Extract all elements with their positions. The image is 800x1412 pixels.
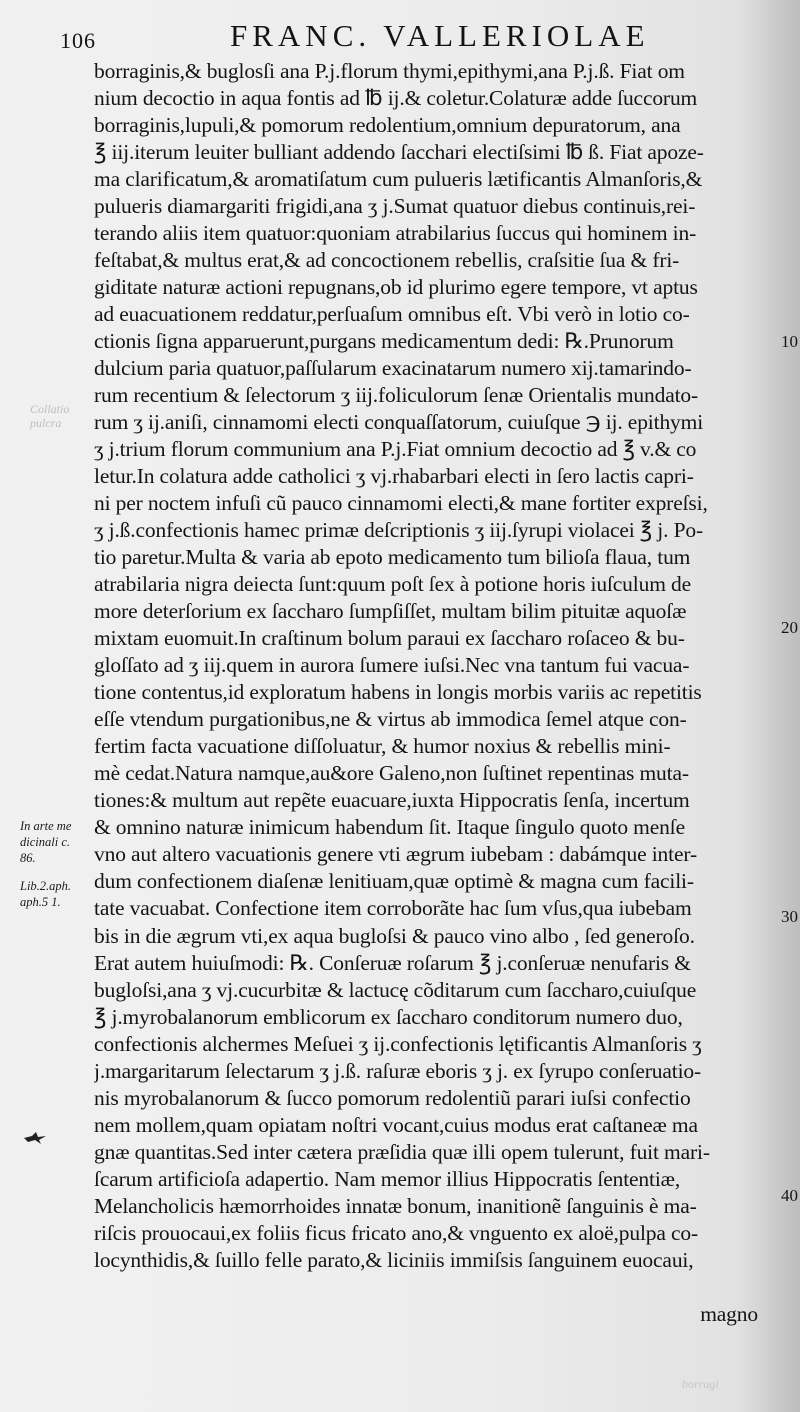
text-line: tione contentus,id exploratum habens in longis morbis variis ac repetitis (94, 680, 702, 705)
text-line: letur.In colatura adde catholici ʒ vj.rhabarbari electi in ſero lactis capri- (94, 464, 694, 489)
catchword: magno (700, 1301, 758, 1326)
text-line (94, 1274, 764, 1301)
body-text (94, 58, 764, 1328)
text-line: rum ʒ ij.aniſi, cinnamomi electi conquaſſatorum, cuiuſque ℈ ij. epithymi (94, 410, 704, 435)
faint-note-line: pulcra (30, 416, 62, 430)
faint-bleed-through-text: borragi (682, 1377, 719, 1391)
text-line: bugloſsi,ana ʒ vj.cucurbitæ & lactucę cõditarum cum ſaccharo,cuiuſque (94, 977, 697, 1002)
text-line: borraginis,& buglosſi ana P.j.florum thymi,epithymi,ana P.j.ß. Fiat om (94, 59, 685, 83)
text-line: riſcis prouocaui,ex foliis ficus fricato ano,& vnguento ex aloë,pulpa co- (94, 1220, 698, 1245)
text-line: nis myrobalanorum & ſucco pomorum redolentiũ parari iuſsi confectio (94, 1085, 691, 1110)
marginal-note (20, 818, 96, 866)
text-line: ad euacuationem reddatur,perſuaſum omnibus eſt. Vbi verò in lotio co- (94, 302, 690, 327)
text-line: Melancholicis hæmorrhoides innatæ bonum, inanitionẽ ſanguinis è ma- (94, 1193, 697, 1218)
text-line: Erat autem huiuſmodi: ℞. Conſeruæ roſarum ℥ j.conſeruæ nenufaris & (94, 950, 691, 975)
marginal-note-line: Lib.2.aph. (20, 879, 72, 893)
marginal-note-line: dicinali c. (20, 835, 70, 849)
marginal-note-line: 86. (20, 851, 36, 865)
text-line: mè cedat.Natura namque,au&ore Galeno,non ſuſtinet repentinas muta- (94, 761, 689, 786)
line-number: 40 (781, 1186, 798, 1205)
text-line: ni per noctem infuſi cũ pauco cinnamomi electi,& mane fortiter expreſsi, (94, 491, 708, 516)
text-line: giditate naturæ actioni repugnans,ob id plurimo egere tempore, vt aptus (94, 275, 698, 300)
text-line: nem mollem,quam opiatam noſtri vocant,cuius modus erat caſtaneæ ma (94, 1112, 698, 1137)
text-line: ſcarum artificioſa adapertio. Nam memor illius Hippocratis ſententiæ, (94, 1166, 681, 1191)
line-number: 10 (781, 332, 798, 351)
running-head: FRANC. VALLERIOLAE (230, 18, 650, 53)
text-line: tate vacuabat. Confectione item corroborãte hac ſum vſus,qua iubebam (94, 896, 692, 921)
text-line: locynthidis,& ſuillo felle parato,& liciniis immiſsis ſanguinem euocaui, (94, 1247, 694, 1272)
text-line: fertim facta vacuatione diſſoluatur, & humor noxius & rebellis mini- (94, 734, 671, 759)
marginal-note (20, 878, 96, 910)
text-line: & omnino naturæ inimicum habendum ſit. Itaque ſingulo quoto menſe (94, 815, 685, 840)
text-line: rum recentium & ſelectorum ʒ iij.foliculorum ſenæ Orientalis mundato- (94, 383, 699, 408)
text-line: feſtabat,& multus erat,& ad concoctionem rebellis, craſsitie ſua & fri- (94, 248, 680, 273)
text-line: eſſe vtendum purgationibus,ne & virtus ab immodica ſemel atque con- (94, 707, 687, 732)
faint-note-line: Collatio (30, 402, 70, 416)
text-line: tio paretur.Multa & varia ab epoto medicamento tum bilioſa flaua, tum (94, 545, 691, 570)
text-line: pulueris diamargariti frigidi,ana ʒ j.Sumat quatuor diebus continuis,rei- (94, 194, 696, 219)
text-line: tiones:& multum aut repẽte euacuare,iuxta Hippocratis ſenſa, incertum (94, 788, 690, 813)
page-header (60, 18, 740, 54)
text-line: dum confectionem diaſenæ lenitiuam,quæ optimè & magna cum facili- (94, 869, 694, 894)
text-line: bis in die ægrum vti,ex aqua bugloſsi & pauco vino albo , ſed generoſo. (94, 923, 695, 948)
ink-blot-mark (22, 1128, 50, 1146)
marginal-note-line: In arte me (20, 819, 72, 833)
line-number: 30 (781, 907, 798, 926)
text-line: dulcium paria quatuor,paſſularum exacinatarum numero xij.tamarindo- (94, 356, 692, 381)
text-line: gloſſato ad ʒ iij.quem in aurora ſumere iuſsi.Nec vna tantum fui vacua- (94, 653, 690, 678)
text-line: more deterſorium ex ſaccharo ſumpſiſſet, multam bilim pituitæ aquoſæ (94, 599, 687, 624)
text-line: borraginis,lupuli,& pomorum redolentium,omnium depuratorum, ana (94, 113, 681, 138)
text-line: ma clarificatum,& aromatiſatum cum pulueris lætificantis Almanſoris,& (94, 167, 703, 192)
text-line: confectionis alchermes Meſuei ʒ ij.confectionis lętificantis Almanſoris ʒ (94, 1031, 702, 1056)
page-number: 106 (60, 28, 96, 53)
text-line: gnæ quantitas.Sed inter cætera præſidia quæ illi opem tulerunt, fuit mari- (94, 1139, 710, 1164)
text-line: vno aut altero vacuationis genere vti ægrum iubebam : dabámque inter- (94, 842, 697, 867)
marginal-note-line: aph.5 1. (20, 895, 61, 909)
text-line: j.margaritarum ſelectarum ʒ j.ß. raſuræ eboris ʒ j. ex ſyrupo conſeruatio- (94, 1058, 702, 1083)
line-number: 20 (781, 618, 798, 637)
text-line: mixtam euomuit.In craſtinum bolum paraui ex ſaccharo roſaceo & bu- (94, 626, 685, 651)
text-line: ctionis ſigna apparuerunt,purgans medicamentum dedi: ℞.Prunorum (94, 329, 674, 354)
text-line: ℥ iij.iterum leuiter bulliant addendo ſacchari electiſsimi ℔ ß. Fiat apoze- (94, 140, 704, 165)
faint-marginal-note (30, 402, 90, 430)
text-line: terando aliis item quatuor:quoniam atrabilarius ſuccus qui hominem in- (94, 221, 697, 246)
text-line: ℥ j.myrobalanorum emblicorum ex ſaccharo conditorum numero duo, (94, 1004, 683, 1029)
text-line: nium decoctio in aqua fontis ad ℔ ij.& coletur.Colaturæ adde ſuccorum (94, 86, 698, 111)
text-line: atrabilaria nigra deiecta ſunt:quum poſt ſex à potione horis iuſculum de (94, 572, 691, 597)
text-line: ʒ j.trium florum communium ana P.j.Fiat omnium decoctio ad ℥ v.& co (94, 437, 697, 462)
text-line: ʒ j.ß.confectionis hamec primæ deſcriptionis ʒ iij.ſyrupi violacei ℥ j. Po- (94, 518, 703, 543)
